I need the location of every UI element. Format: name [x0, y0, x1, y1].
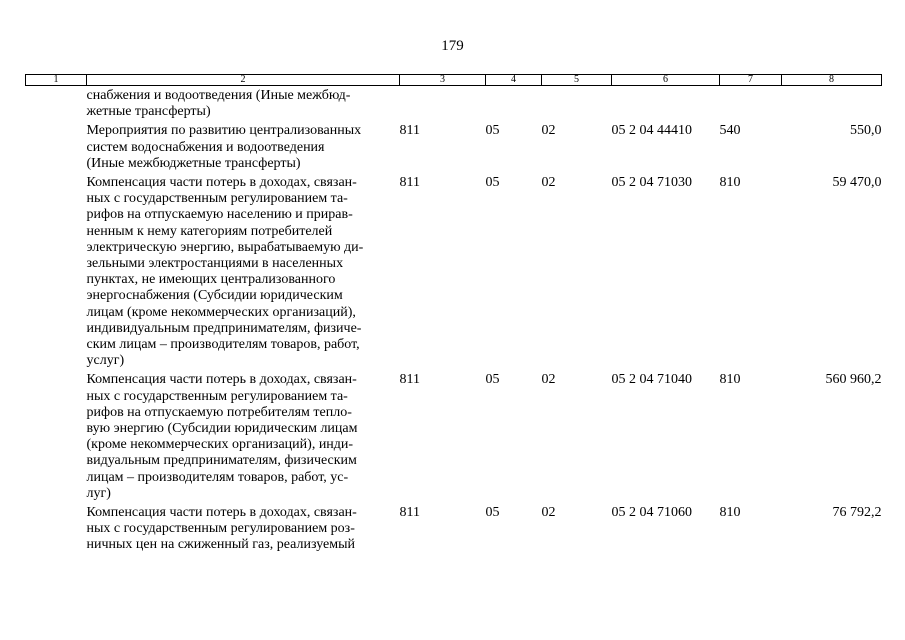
row-number-cell	[26, 120, 87, 172]
row-number-cell	[26, 172, 87, 369]
target-article-cell: 05 2 04 71030	[611, 175, 692, 191]
target-article-cell	[612, 86, 720, 121]
column-header-3: 3	[400, 75, 486, 86]
expense-type-cell: 810	[719, 372, 741, 388]
admin-code-cell: 811	[399, 505, 420, 521]
table-row	[26, 120, 882, 172]
table-row	[26, 369, 882, 502]
target-article-cell: 05 2 04 71040	[611, 372, 692, 388]
row-number-cell	[26, 86, 87, 121]
admin-code-cell: 811	[399, 123, 420, 139]
row-name-cell	[87, 172, 400, 369]
column-header-6: 6	[612, 75, 720, 86]
section-code-cell: 05	[485, 372, 500, 388]
row-name-line: индивидуальным предпринимателям, физиче-	[86, 320, 362, 336]
admin-code-cell: 811	[399, 372, 420, 388]
row-name-line: видуальным предпринимателям, физическим	[86, 453, 357, 469]
column-header-4: 4	[486, 75, 542, 86]
subsection-code-cell: 02	[541, 175, 556, 191]
column-header-1: 1	[26, 75, 87, 86]
row-name-line: ничных цен на сжиженный газ, реализуемый	[86, 537, 356, 553]
section-code-cell: 05	[485, 123, 500, 139]
target-article-cell: 05 2 04 44410	[611, 123, 692, 139]
row-name-line: энергоснабжения (Субсидии юридическим	[86, 288, 343, 304]
amount-cell: 560 960,2	[825, 372, 882, 388]
row-name-line: систем водоснабжения и водоотведения	[86, 139, 325, 155]
admin-code-cell: 811	[399, 175, 420, 191]
target-article-cell: 05 2 04 71060	[611, 505, 692, 521]
amount-cell: 550,0	[850, 123, 882, 139]
row-number-cell	[26, 502, 87, 554]
row-name-cell	[87, 86, 400, 121]
expense-type-cell: 810	[719, 175, 741, 191]
row-name-line: электрическую энергию, вырабатываемую ди-	[86, 239, 364, 255]
section-code-cell: 05	[485, 175, 500, 191]
row-name-line: ским лицам – производителям товаров, работ,	[86, 337, 360, 353]
row-name-line: рифов на отпускаемую потребителям тепло-	[86, 404, 352, 420]
admin-code-cell	[400, 86, 486, 121]
table-row	[26, 172, 882, 369]
column-header-7: 7	[720, 75, 782, 86]
amount-cell	[782, 86, 882, 121]
table-row	[26, 502, 882, 554]
page-number: 179	[441, 38, 464, 54]
expense-type-cell: 540	[719, 123, 741, 139]
row-name-line: луг)	[86, 485, 111, 501]
column-header-5: 5	[542, 75, 612, 86]
amount-cell: 59 470,0	[832, 175, 882, 191]
row-name-line: ных с государственным регулированием роз-	[86, 521, 355, 537]
row-name-line: Компенсация части потерь в доходах, связан-	[86, 372, 357, 388]
subsection-code-cell: 02	[541, 505, 556, 521]
budget-table	[25, 74, 882, 554]
row-name-line: ных с государственным регулированием та-	[86, 191, 348, 207]
subsection-code-cell: 02	[541, 123, 556, 139]
row-name-cell	[87, 502, 400, 554]
row-name-line: ненным к нему категориям потребителей	[86, 223, 333, 239]
row-name-line: зельными электростанциями в населенных	[86, 256, 344, 272]
row-name-line: рифов на отпускаемую населению и прирав-	[86, 207, 353, 223]
table-row	[26, 86, 882, 121]
row-name-line: услуг)	[86, 353, 125, 369]
row-name-line: (Иные межбюджетные трансферты)	[86, 155, 301, 171]
subsection-code-cell	[542, 86, 612, 121]
section-code-cell	[486, 86, 542, 121]
row-name-line: Мероприятия по развитию централизованных	[86, 123, 362, 139]
expense-type-cell: 810	[719, 505, 741, 521]
expense-type-cell	[720, 86, 782, 121]
section-code-cell: 05	[485, 505, 500, 521]
column-header-8: 8	[782, 75, 882, 86]
subsection-code-cell: 02	[541, 372, 556, 388]
row-name-cell	[87, 369, 400, 502]
row-name-line: снабжения и водоотведения (Иные межбюд-	[86, 88, 351, 103]
column-header-2: 2	[87, 75, 400, 86]
row-name-line: жетные трансферты)	[86, 104, 211, 120]
amount-cell: 76 792,2	[832, 505, 882, 521]
table-body	[26, 86, 882, 554]
row-number-cell	[26, 369, 87, 502]
row-name-line: Компенсация части потерь в доходах, связан-	[86, 505, 357, 521]
row-name-line: ных с государственным регулированием та-	[86, 388, 348, 404]
column-number-header	[26, 75, 882, 86]
row-name-line: Компенсация части потерь в доходах, связан-	[86, 175, 357, 191]
row-name-line: пунктах, не имеющих централизованного	[86, 272, 336, 288]
row-name-line: (кроме некоммерческих организаций), инди-	[86, 437, 354, 453]
row-name-line: вую энергию (Субсидии юридическим лицам	[86, 421, 358, 437]
row-name-line: лицам – производителям товаров, работ, ус-	[86, 469, 349, 485]
row-name-cell	[87, 120, 400, 172]
row-name-line: лицам (кроме некоммерческих организаций),	[86, 304, 356, 320]
